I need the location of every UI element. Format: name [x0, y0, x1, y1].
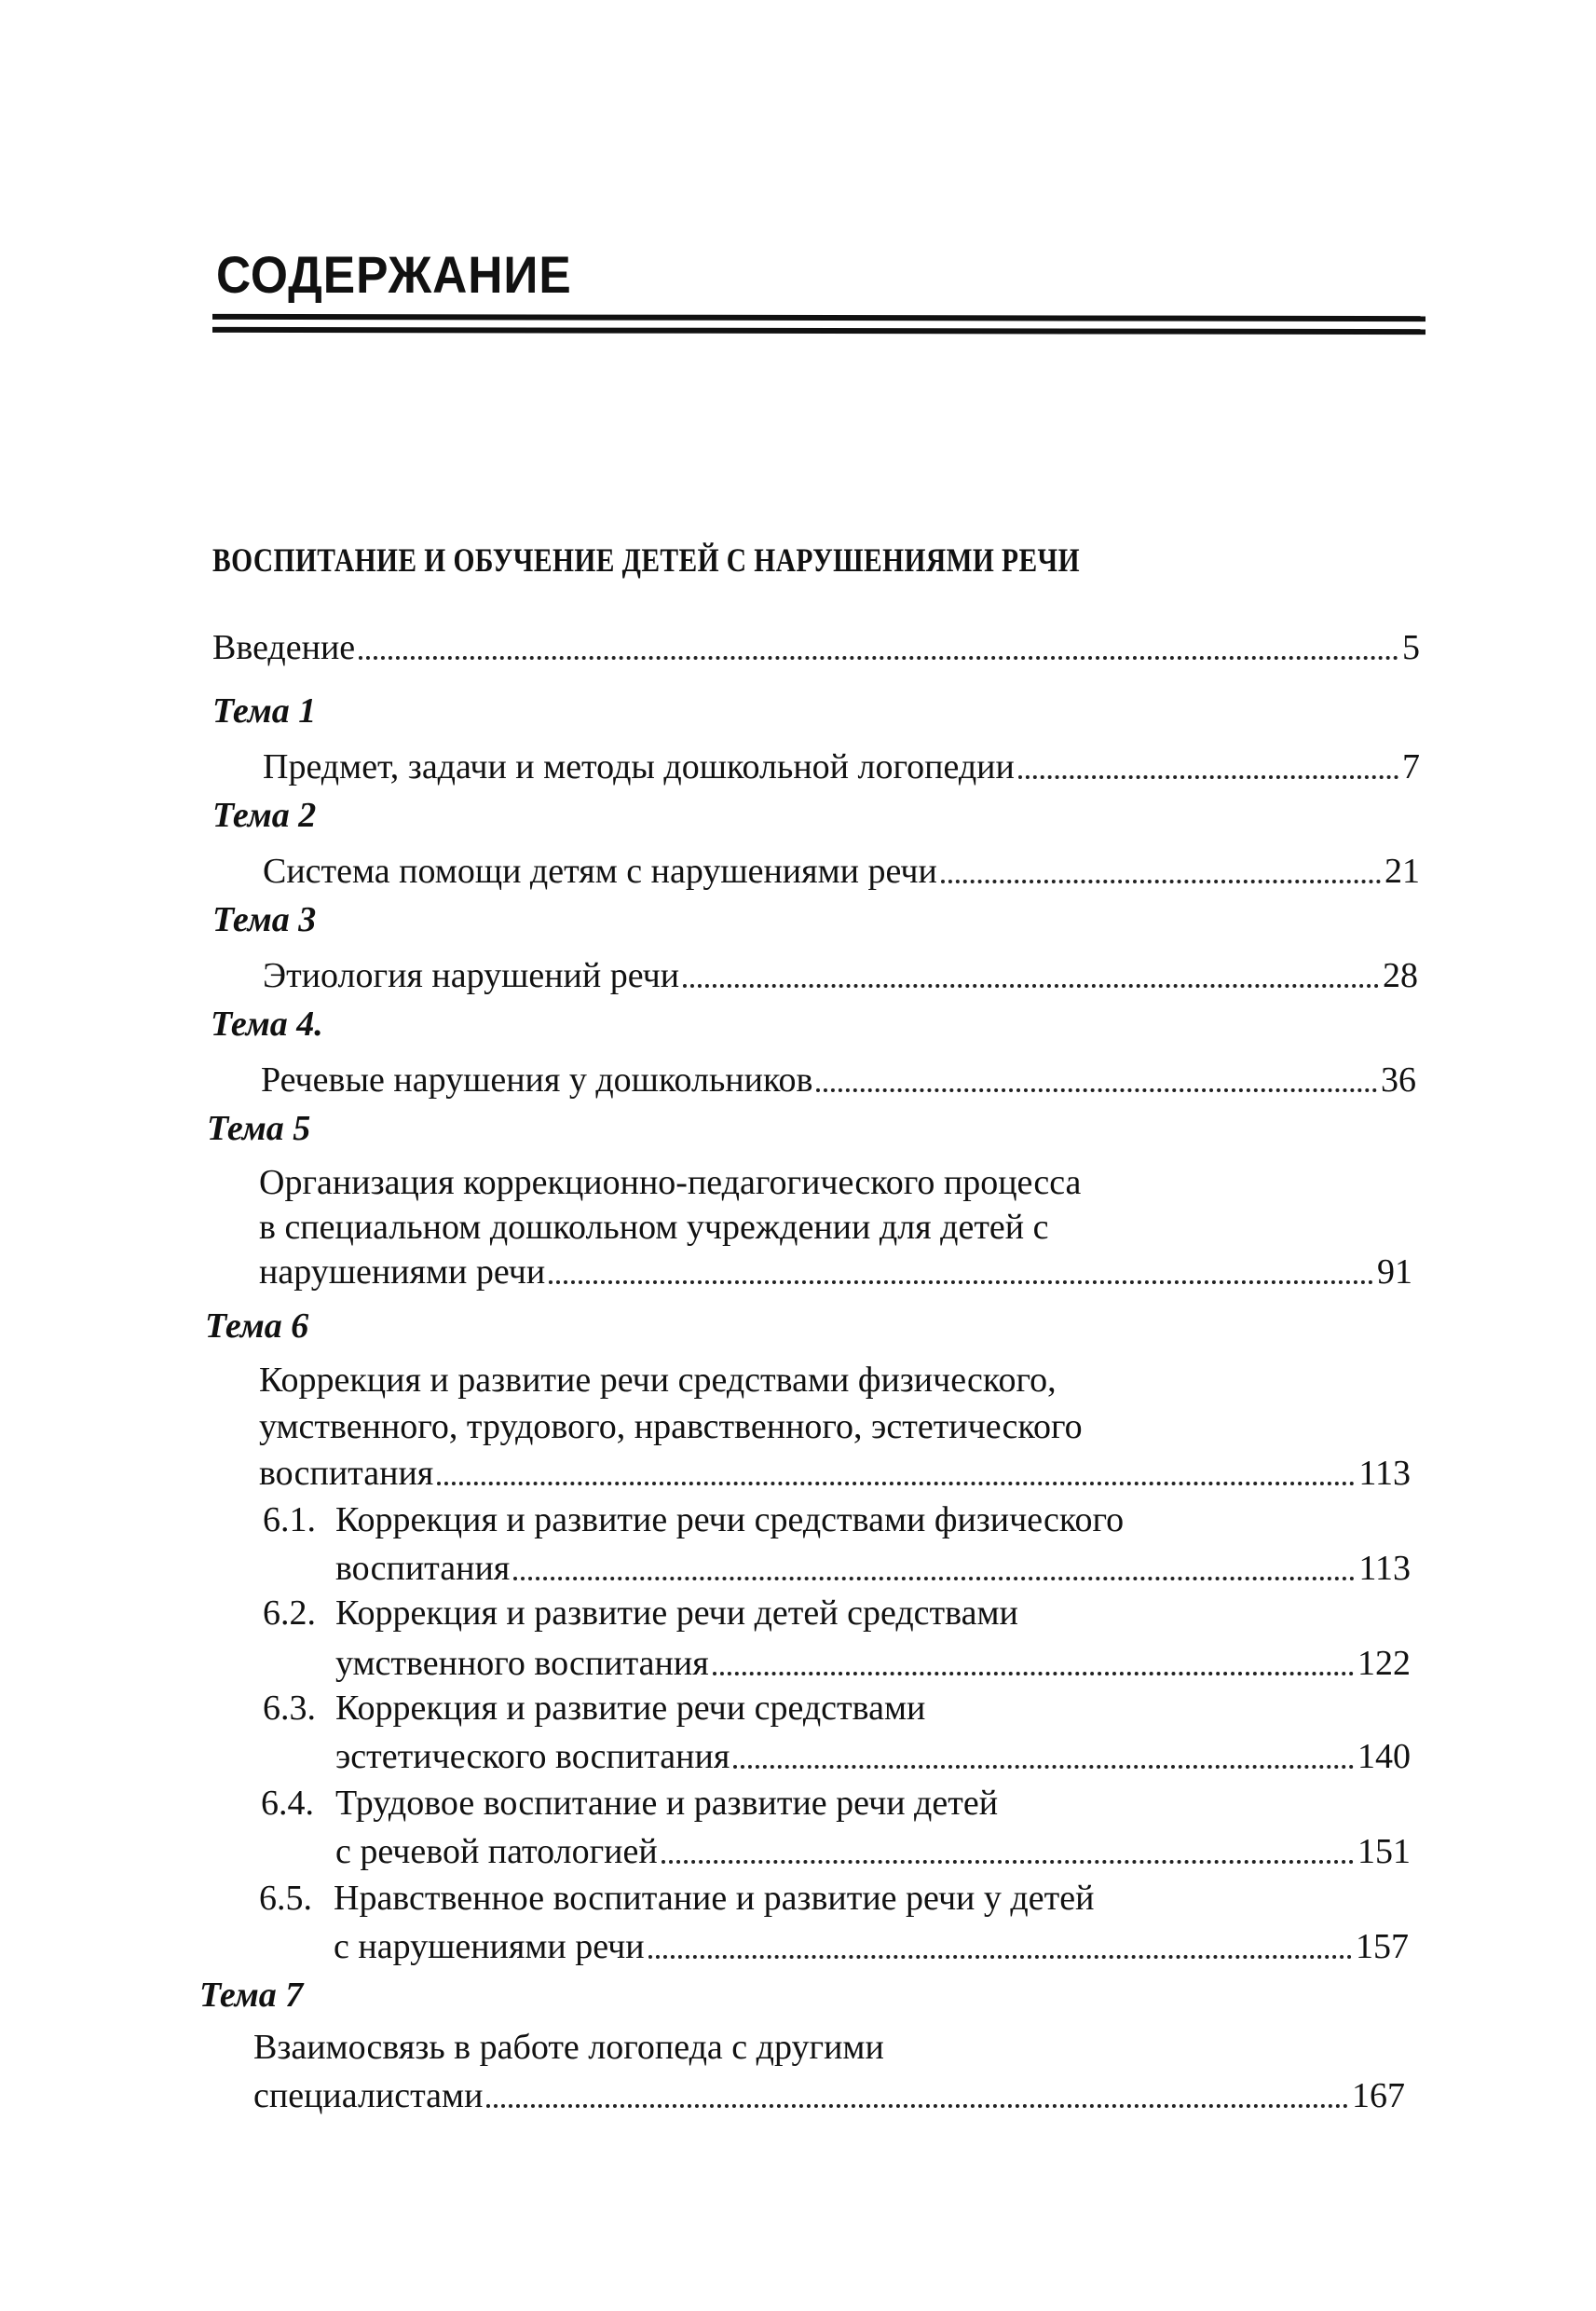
toc-entry-line: в специальном дошкольном учреждении для детей с — [259, 1208, 1049, 1247]
toc-entry-text: с речевой патологией — [335, 1832, 658, 1871]
leader-dots — [683, 984, 1379, 988]
theme-label: Тема 6 — [205, 1306, 309, 1346]
toc-entry-text: эстетического воспитания — [335, 1737, 730, 1776]
subsection-number: 6.4. — [261, 1784, 314, 1823]
toc-page-number: 5 — [1402, 628, 1420, 667]
toc-entry-theme-1[interactable] — [263, 745, 1420, 788]
toc-page-number: 28 — [1383, 956, 1418, 995]
theme-label: Тема 7 — [199, 1976, 304, 2015]
toc-page-number: 113 — [1358, 1549, 1411, 1588]
toc-page-number: 157 — [1356, 1927, 1409, 1966]
leader-dots — [648, 1955, 1352, 1959]
theme-label: Тема 1 — [212, 691, 317, 731]
toc-page-number: 91 — [1377, 1252, 1412, 1292]
toc-entry-line: Коррекция и развитие речи средствами физического, — [259, 1361, 1057, 1400]
subsection-number: 6.2. — [263, 1593, 316, 1633]
title-rule-top — [212, 314, 1425, 321]
toc-entry-line: умственного, трудового, нравственного, эстетического — [259, 1407, 1083, 1446]
toc-entry-subsection-6-4[interactable] — [335, 1830, 1411, 1873]
leader-dots — [359, 656, 1398, 660]
toc-entry-theme-2[interactable] — [263, 850, 1420, 893]
subsection-number: 6.5. — [259, 1879, 312, 1918]
toc-entry-subsection-6-1[interactable] — [335, 1547, 1411, 1590]
toc-entry-text: воспитания — [335, 1549, 511, 1588]
leader-dots — [662, 1860, 1354, 1864]
toc-entry-line: Нравственное воспитание и развитие речи у детей — [334, 1879, 1095, 1918]
leader-dots — [1018, 775, 1398, 779]
toc-entry-intro[interactable] — [212, 626, 1420, 669]
title-rule-bottom — [212, 327, 1425, 335]
toc-entry-text: умственного воспитания — [335, 1644, 709, 1683]
toc-entry-theme-5[interactable] — [259, 1251, 1412, 1293]
leader-dots — [486, 2104, 1348, 2108]
toc-entry-text: Система помощи детям с нарушениями речи — [263, 852, 937, 891]
toc-entry-text: нарушениями речи — [259, 1252, 546, 1292]
toc-entry-line: Взаимосвязь в работе логопеда с другими — [253, 2028, 884, 2067]
leader-dots — [713, 1672, 1354, 1675]
toc-entry-text: с нарушениями речи — [334, 1927, 645, 1966]
toc-entry-theme-4[interactable] — [261, 1059, 1416, 1101]
toc-entry-theme-3[interactable] — [263, 954, 1418, 997]
theme-label: Тема 2 — [212, 796, 317, 835]
section-heading: ВОСПИТАНИЕ И ОБУЧЕНИЕ ДЕТЕЙ С НАРУШЕНИЯМИ РЕЧИ — [212, 541, 1081, 579]
theme-label: Тема 5 — [207, 1109, 311, 1148]
toc-entry-subsection-6-3[interactable] — [335, 1735, 1411, 1778]
toc-entry-text: Предмет, задачи и методы дошкольной логопедии — [263, 747, 1015, 786]
leader-dots — [941, 880, 1381, 883]
toc-entry-line: Организация коррекционно-педагогического процесса — [259, 1163, 1082, 1202]
toc-page-number: 167 — [1352, 2076, 1405, 2115]
leader-dots — [513, 1577, 1355, 1580]
toc-page-number: 140 — [1357, 1737, 1411, 1776]
toc-page-number: 113 — [1358, 1454, 1411, 1493]
toc-entry-text: Этиология нарушений речи — [263, 956, 680, 995]
toc-entry-text: Введение — [212, 628, 356, 667]
toc-entry-subsection-6-2[interactable] — [335, 1642, 1411, 1685]
leader-dots — [733, 1765, 1354, 1769]
toc-entry-theme-7[interactable] — [253, 2074, 1405, 2117]
theme-label: Тема 4. — [211, 1005, 323, 1044]
toc-entry-line: Коррекция и развитие речи детей средствами — [335, 1593, 1018, 1633]
subsection-number: 6.1. — [263, 1500, 316, 1539]
toc-entry-subsection-6-5[interactable] — [334, 1925, 1409, 1968]
leader-dots — [437, 1482, 1355, 1485]
toc-page-number: 151 — [1357, 1832, 1411, 1871]
theme-label: Тема 3 — [212, 900, 317, 939]
toc-page-number: 36 — [1381, 1060, 1416, 1100]
toc-entry-text: специалистами — [253, 2076, 484, 2115]
toc-entry-line: Трудовое воспитание и развитие речи детей — [335, 1784, 999, 1823]
toc-entry-text: Речевые нарушения у дошкольников — [261, 1060, 813, 1100]
toc-entry-text: воспитания — [259, 1454, 434, 1493]
toc-page-number: 122 — [1357, 1644, 1411, 1683]
toc-entry-line: Коррекция и развитие речи средствами — [335, 1689, 926, 1728]
toc-entry-line: Коррекция и развитие речи средствами физического — [335, 1500, 1125, 1539]
page-title: СОДЕРЖАНИЕ — [216, 245, 572, 304]
toc-page-number: 7 — [1402, 747, 1420, 786]
leader-dots — [549, 1280, 1373, 1284]
toc-entry-theme-6[interactable] — [259, 1452, 1411, 1495]
subsection-number: 6.3. — [263, 1689, 316, 1728]
toc-page-number: 21 — [1385, 852, 1420, 891]
leader-dots — [816, 1088, 1377, 1092]
